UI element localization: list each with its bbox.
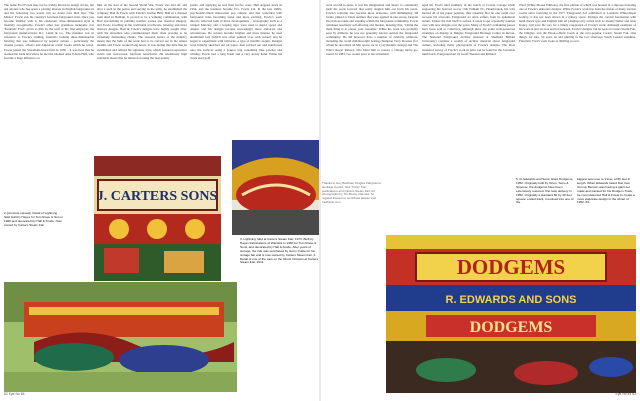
caption-dodgems-b: biggest sets ever to travel, at 80 feet in length. When Edwards heard that rival Tommy Benson was having a giant set made and painted for his Dodgem Track, he commissioned Hall & Fowle to create a more elaborate design in the winter of 1952–54. bbox=[577, 178, 635, 205]
caption-dodgems-a: 5. R. Edwards and Sons' Giant Dodgems, 1952. Originally built by Orton, Sons & Spooner, the dodgems have been extensively restored, first took delivery in 1952. Originally a standard 60 by 40 feet square: ended track, it evolved into one of the bbox=[516, 178, 574, 205]
right-folio: Eye No 84 63 bbox=[615, 392, 636, 396]
dodgems-illustration bbox=[386, 235, 636, 393]
caption-previous-spread: 2 (previous spread). Detail of Lightning Skid built by Hayes for Tom Rowe & Son in 1960 and decorated by Hall & Fowle. Now owned by Carters Steam Fair. bbox=[4, 212, 63, 227]
carters-ride-illustration bbox=[94, 156, 221, 281]
right-body-column-2: aged 69, Fowle died suddenly in the stands at Craven Cottage while supporting his beloved soccer club Fulham FC. Heartbroken, his wife burned all of his paper patterns, thus ensuring that no one could ever recreate his artworks. Fairground art often suffers from its ephemeral nature. Unless the ride itself is retired, it tends to get repeatedly painted over with new designs over the years. Many of Fowle's remaining pieces have been sold to collectors, although there are some well-preserved examples on display at Dingles Fairground Heritage Centre in Devon. The National Fairground Archive (housed at Sheffield Hallam University) contains a wealth of archive material about fairground culture, including many photographs of Fowle's designs. The most extensive survey of Fowle's work in print can be found in the covetable ninth book, Fairground Art by Geoff Weedon and Richard bbox=[422, 3, 515, 56]
lightning-skid-illustration bbox=[4, 282, 237, 392]
left-folio: 62 Eye No 84 bbox=[4, 392, 25, 396]
edwards-sign-text: R. EDWARDS AND SONS bbox=[445, 294, 577, 306]
dodgems-sign-text: DODGEMS bbox=[456, 255, 566, 279]
right-body-column-3: Ward (White Mouse Editions), the first edition of which was housed in a slipcase featuring one of Fowle's elaborate designs. While Fowle's work has been the inside of many auction rooms since featuring in the 1977 'Fairground Art' exhibition at London's Whitechapel Gallery, it has not been shown in a gallery space. Perhaps the current fascination with hand-drawn type and English folk art (displayed by artists such as Jeremy Deller and Alan Kane), will pave the way for a timely reappraisal of Fowle's work. Although examples of his work in situ are few and far between, Fowle's designs can be seen at Carters Steam Fair, the Dingles, and the Hook-a-Duck booth at the ever-popular Carters Steam Fair. One thing's for sure, 50 years on and glinting in the low afternoon South London sunshine, Futuristic Fred's work looks as thrilling as ever. bbox=[519, 3, 636, 44]
gutter bbox=[319, 0, 321, 401]
photo-dodgems bbox=[386, 235, 636, 393]
carters-banner-text: J. CARTERS SONS bbox=[96, 189, 218, 204]
caption-lightning-skid: 3. Lightning Skid at Carters Steam Fair. 1973. Built by Hayes Fabrications of Warwick in 1960 for Tom Rowe & Sons, and decorated by Hall & Fowle. After years of storage, the ride was purchased by Gerry Cottle for his vintage fair and is now owned by Carters Steam Fair. 4. Detail of one of the cars on the Ghost Octopus at Carters Steam Fair, 2011. bbox=[240, 238, 319, 265]
octopus-car-illustration bbox=[232, 140, 320, 235]
credits-note: Thanks to Guy Belshaw, Dingles Fairground Heritage Centre, Ned 'Tricky' Fair publications and Carters Steam Fair. All photographs by Tim Bovey planned. To register interest or contribute please visit fredfowle.com bbox=[322, 181, 381, 204]
photo-octopus-car bbox=[232, 140, 320, 235]
photo-lightning-skid bbox=[4, 282, 237, 392]
left-body-column-3: paints, and applying no less than twelve coats. Hall stepped down in 1954, and the business became F.G. Fowle Ltd. In the late 1960s, psychedelic-tinted innovation pop culture, and this coincided with fairground rides becoming faster and more exciting. Fowle's work directly reflected both of these developments – iconography such as a winged Mercury and a leaping tiger were used to depict speed and danger, and his designs became increasingly more elaborate and adventurous, the colours became brighter and more intense, he used aluminium leaf (which was often painted over with colour) and he began to experiment with Glitterite, a type of metallic sequin. Designs were initially sketched out on paper, then pricked out and transferred onto the surfaces using a pounce bag containing blue powder and whiting. Fowle had a long brush and a very steady hand. While his rivals used gold bbox=[190, 3, 282, 60]
photo-carters-ride bbox=[94, 156, 221, 281]
left-body-column-2: him. At the start of the Second World War, Fowle was laid off, and after a spell in the police and serving in the army, he established the company Hall & Fowle with Edwin's brother Billy Hall in a disused tram shed in Balham. It proved to be a winning combination, with Hall specialising in painting realistic scenes and classical imagery, and Fowle excelling in the traditional scrollwork, lettering and more abstract designs. Hall & Fowle's designs were highly sought after, with the showmen who commissioned them often proving to be extremely demanding clients. The seasonal nature of the industry meant that the bulk of the work had to be carried out in the winter months and Fowle worked long hours. It was during this time that he established and refined his signature style, which featured expressive swirls and curvaceous, forefront letterforms. He relentlessly high standards meant that he insisted on using the best quality bbox=[97, 3, 187, 60]
left-body-column-1: The name Fred Fowle may not be widely known in design circles, but ask anyone who has spent a passing interest in English fairground art and the following two words will no doubt pass their lips: 'The Master.' Fowle was the country's foremost fairground artist. Once you become familiar with it, his exuberant, three-dimensional style is instantly recognisable. Fowle's other less grandiose nickname was 'Futuristic Fred', given to him by the staff at his first employer, the fairground manufacturers R.J. Lakin & Co. The moniker was in reference to Fowle's striking, futuristic looking three-dimensional lettering that was influenced by popular culture – particularly the cinema posters, adverts and American comic books which he loved. Fowle joined the Streatham-based firm in 1939 – it was here that he learned his trade and where he met the talented artist Edwin Hall, who became a huge influence on bbox=[4, 3, 94, 60]
right-body-column-1: were second-to-none, it was his imagination and desire to continually push his work forward that really singled him out from his peers. Fowle's lettering also became more elaborate, with shimmering 3D forms, pinked or black outlines that were applied in one sweep. Despite his obvious talent and standing within the fairground community, Fowle remained resolutely self-effacing and modest, insisting that, 'I think the main thing is to please your customer.' While his work was probably seen by millions, he was not generally known outside the fairground community. He did however have a number of celebrity admirers, including the world middleweight boxing champion Terry Downes (for whom he decorated an MG sports car in a psychedelic design) and The Who's Roger Daltrey, who hired him to restore a vintage merry-go-round. In 1983, two weeks prior to his retirement, bbox=[326, 3, 418, 56]
dodgems-lower-sign-text: DODGEMS bbox=[469, 319, 553, 336]
